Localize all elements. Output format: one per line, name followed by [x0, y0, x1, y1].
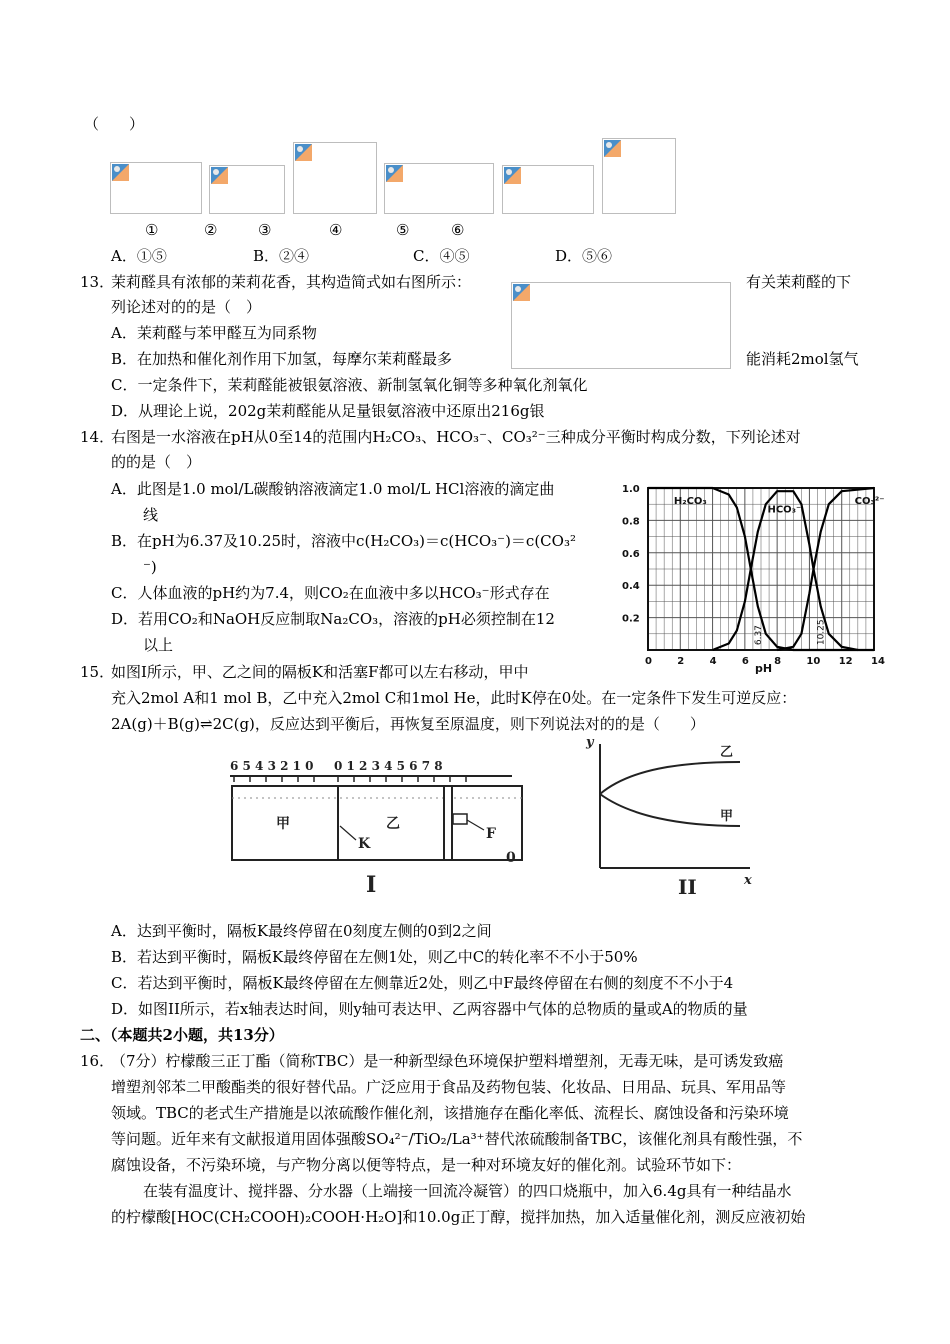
image-label-5: ⑤: [396, 221, 410, 239]
scale-right-label: 0 1 2 3 4 5 6 7 8: [334, 759, 443, 773]
structure-image-2: [209, 165, 285, 214]
y-tick-label: 1.0: [622, 484, 640, 495]
q16-line-4: 等问题。近年来有文献报道用固体强酸SO₄²⁻/TiO₂/La³⁺替代浓硫酸制备TBC，该催化剂具有酸性强，不: [111, 1130, 803, 1148]
x-tick-label: 6: [741, 656, 749, 667]
q14-stem: 右图是一水溶液在pH从0至14的范围内H₂CO₃、HCO₃⁻、CO₃²⁻三种成分平衡时构成分数，下列论述对: [111, 428, 801, 446]
structure-image-5: [502, 165, 594, 214]
figure-ii-label: II: [678, 875, 697, 899]
carbonate-fraction-chart: [620, 480, 885, 675]
q15-number: 15．: [80, 663, 115, 681]
q16-line-2: 增塑剂邻苯二甲酸酯类的很好替代品。广泛应用于食品及药物包装、化妆品、日用品、玩具、军用品等: [111, 1078, 787, 1096]
q13-number: 13．: [80, 273, 115, 291]
axis-y-label: y: [586, 735, 594, 750]
q12-option-b: B．②④: [253, 247, 310, 265]
x-axis-label: pH: [755, 662, 773, 675]
curve-jia: [600, 794, 740, 826]
answer-paren: （ ）: [84, 115, 145, 133]
x-tick-label: 0: [645, 656, 652, 667]
q13-option-d: D．从理论上说，202g茉莉醛能从足量银氨溶液中还原出216g银: [111, 402, 545, 420]
series-label: CO₃²⁻: [854, 496, 885, 508]
q13-stem-line2: 列论述对的的是（ ）: [111, 298, 262, 316]
q15-option-d: D．如图II所示，若x轴表达时间，则y轴可表达甲、乙两容器中气体的总物质的量或A的物质的量: [111, 1000, 748, 1018]
q13-option-b: B．在加热和催化剂作用下加氢，每摩尔茉莉醛最多: [111, 350, 453, 368]
y-tick-label: 0.8: [622, 516, 640, 528]
y-tick-label: 0.4: [622, 581, 640, 593]
x-tick-label: 12: [838, 656, 853, 667]
q16-line-5: 腐蚀设备，不污染环境，与产物分离以便等特点，是一种对环境友好的催化剂。试验环节如下：: [111, 1156, 742, 1174]
structure-image-6: [602, 138, 676, 214]
figure-i-apparatus: [222, 754, 522, 896]
label-f: F: [486, 826, 496, 842]
q15-option-a: A．达到平衡时，隔板K最终停留在0刻度左侧的0到2之间: [111, 922, 492, 940]
curve-yi: [600, 762, 740, 794]
image-label-2: ②: [204, 221, 218, 239]
image-label-1: ①: [145, 221, 159, 239]
q16-line-1: （7分）柠檬酸三正丁酯（简称TBC）是一种新型绿色环境保护塑料增塑剂，无毒无味，是可诱发致癌: [111, 1052, 784, 1070]
q14-option-d: D．若用CO₂和NaOH反应制取Na₂CO₃，溶液的pH必须控制在12: [111, 610, 555, 628]
x-tick-label: 2: [677, 656, 685, 667]
x-tick-label: 10: [806, 656, 821, 667]
jasmine-aldehyde-structure-image: [511, 282, 731, 369]
label-k: K: [358, 836, 371, 852]
piston-f: [444, 786, 452, 860]
scale-left-label: 6 5 4 3 2 1 0: [230, 759, 314, 773]
image-label-4: ④: [329, 221, 343, 239]
q15-stem-line2: 充入2mol A和1 mol B，乙中充入2mol C和1mol He，此时K停在0处。在一定条件下发生可逆反应：: [111, 689, 797, 707]
curve-jia-label: 甲: [720, 809, 734, 824]
q15-stem: 如图I所示，甲、乙之间的隔板K和活塞F都可以左右移动，甲中: [111, 663, 529, 681]
q14-option-a: A．此图是1.0 mol/L碳酸钠溶液滴定1.0 mol/L HCl溶液的滴定曲: [111, 480, 555, 498]
section-heading: 二、（本题共2小题，共13分）: [80, 1026, 284, 1044]
q14-option-c: C．人体血液的pH约为7.4，则CO₂在血液中多以HCO₃⁻形式存在: [111, 584, 550, 602]
label-yi: 乙: [386, 816, 400, 832]
q12-option-d: D．⑤⑥: [555, 247, 613, 265]
image-label-3: ③: [258, 221, 272, 239]
figure-ii-graph: [580, 734, 760, 899]
q13-stem-tail: 有关茉莉醛的下: [746, 273, 852, 291]
q13-option-b-tail: 能消耗2mol氢气: [746, 350, 859, 368]
structure-image-4: [384, 163, 494, 214]
q16-line-6: 在装有温度计、搅拌器、分水器（上端接一回流冷凝管）的四口烧瓶中，加入6.4g具有一种结晶水: [143, 1182, 792, 1200]
x-tick-label: 14: [871, 656, 885, 667]
q14-option-a-cont: 线: [143, 506, 159, 524]
structure-image-3: [293, 142, 377, 214]
series-label: HCO₃⁻: [767, 504, 802, 516]
y-tick-label: 0.6: [622, 548, 640, 560]
axis-x-label: x: [744, 873, 752, 888]
pka-mark-label: 6.37: [753, 625, 764, 646]
image-label-6: ⑥: [451, 221, 465, 239]
q14-option-d-cont: 以上: [143, 636, 174, 654]
q16-line-3: 领域。TBC的老式生产措施是以浓硫酸作催化剂，该措施存在酯化率低、流程长、腐蚀设备和污染环境: [111, 1104, 789, 1122]
q16-number: 16．: [80, 1052, 115, 1070]
y-tick-label: 0.2: [622, 613, 640, 625]
label-jia: 甲: [276, 816, 290, 832]
pka-mark-label: 10.25: [816, 619, 827, 646]
q14-option-b-cont: ⁻): [143, 558, 157, 576]
q14-stem-line2: 的的是（ ）: [111, 453, 202, 471]
q14-option-b: B．在pH为6.37及10.25时，溶液中c(H₂CO₃)＝c(HCO₃⁻)＝c(CO₃²: [111, 532, 576, 550]
q12-option-c: C．④⑤: [413, 247, 470, 265]
q14-number: 14．: [80, 428, 115, 446]
q13-option-c: C．一定条件下，茉莉醛能被银氨溶液、新制氢氧化铜等多种氧化剂氧化: [111, 376, 588, 394]
q12-option-a: A．①⑤: [111, 247, 167, 265]
structure-image-1: [110, 162, 202, 214]
label-zero: 0: [506, 850, 516, 866]
q15-option-c: C．若达到平衡时，隔板K最终停留在左侧靠近2处，则乙中F最终停留在右侧的刻度不不小于4: [111, 974, 734, 992]
q15-stem-line3: 2A(g)＋B(g)⇌2C(g)，反应达到平衡后，再恢复至原温度，则下列说法对的的是（ ）: [111, 715, 705, 733]
x-tick-label: 8: [774, 656, 782, 667]
q13-stem: 茉莉醛具有浓郁的茉莉花香，其构造简式如右图所示：: [111, 273, 472, 291]
q15-option-b: B．若达到平衡时，隔板K最终停留在左侧1处，则乙中C的转化率不不小于50%: [111, 948, 638, 966]
curve-yi-label: 乙: [720, 745, 734, 760]
x-tick-label: 4: [709, 656, 717, 667]
figure-i-label: I: [366, 872, 377, 898]
q13-option-a: A．茉莉醛与苯甲醛互为同系物: [111, 324, 317, 342]
series-label: H₂CO₃: [673, 496, 707, 508]
q16-line-7: 的柠檬酸[HOC(CH₂COOH)₂COOH·H₂O]和10.0g正丁醇，搅拌加热，加入适量催化剂，测反应液初始: [111, 1208, 806, 1226]
